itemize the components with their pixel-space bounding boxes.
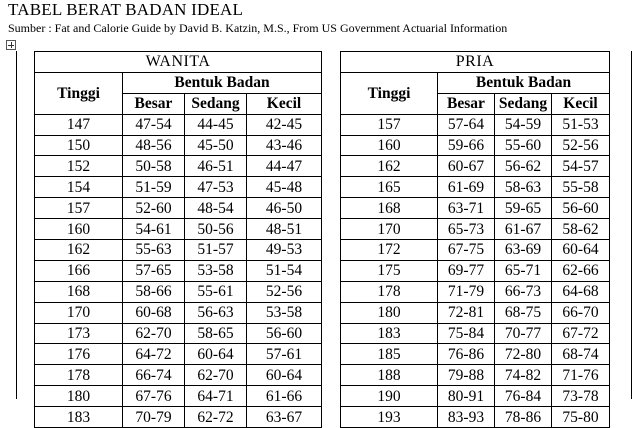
height-cell: 168	[35, 281, 123, 302]
large-cell: 47-54	[123, 114, 185, 135]
table-row	[35, 240, 322, 261]
table-row	[341, 240, 610, 261]
height-cell: 193	[341, 407, 438, 428]
large-cell: 52-60	[123, 198, 185, 219]
source-note: Sumber : Fat and Calorie Guide by David B. Katzin, M.S., From US Government Actuarial Information	[8, 21, 508, 35]
small-cell: 60-64	[552, 240, 610, 261]
height-cell: 157	[35, 198, 123, 219]
height-cell: 150	[35, 135, 123, 156]
table-row	[341, 302, 610, 323]
large-cell: 61-69	[438, 177, 495, 198]
table-row	[341, 219, 610, 240]
large-cell: 57-65	[123, 260, 185, 281]
medium-cell: 66-73	[495, 281, 552, 302]
men-large-header: Besar	[438, 93, 495, 114]
table-row	[35, 386, 322, 407]
medium-cell: 65-71	[495, 260, 552, 281]
medium-cell: 58-63	[495, 177, 552, 198]
men-body-shape-header: Bentuk Badan	[438, 72, 610, 93]
height-cell: 160	[341, 135, 438, 156]
large-cell: 60-67	[438, 156, 495, 177]
small-cell: 64-68	[552, 281, 610, 302]
weight-table-container	[16, 51, 632, 426]
table-row	[35, 177, 322, 198]
small-cell: 60-64	[247, 365, 322, 386]
large-cell: 59-66	[438, 135, 495, 156]
medium-cell: 70-77	[495, 323, 552, 344]
table-row	[35, 344, 322, 365]
height-cell: 188	[341, 365, 438, 386]
table-row	[35, 156, 322, 177]
large-cell: 71-79	[438, 281, 495, 302]
small-cell: 56-60	[552, 198, 610, 219]
medium-cell: 47-53	[185, 177, 247, 198]
large-cell: 51-59	[123, 177, 185, 198]
medium-cell: 76-84	[495, 386, 552, 407]
table-row	[341, 407, 610, 428]
small-cell: 45-48	[247, 177, 322, 198]
small-cell: 51-53	[552, 114, 610, 135]
small-cell: 51-54	[247, 260, 322, 281]
large-cell: 80-91	[438, 386, 495, 407]
medium-cell: 74-82	[495, 365, 552, 386]
height-cell: 170	[341, 219, 438, 240]
small-cell: 58-62	[552, 219, 610, 240]
large-cell: 57-64	[438, 114, 495, 135]
table-row	[341, 365, 610, 386]
large-cell: 67-76	[123, 386, 185, 407]
large-cell: 79-88	[438, 365, 495, 386]
height-cell: 172	[341, 240, 438, 261]
large-cell: 58-66	[123, 281, 185, 302]
table-row	[341, 344, 610, 365]
table-row	[341, 281, 610, 302]
table-row	[341, 156, 610, 177]
medium-cell: 46-51	[185, 156, 247, 177]
small-cell: 46-50	[247, 198, 322, 219]
small-cell: 42-45	[247, 114, 322, 135]
table-row	[35, 260, 322, 281]
medium-cell: 59-65	[495, 198, 552, 219]
height-cell: 157	[341, 114, 438, 135]
medium-cell: 50-56	[185, 219, 247, 240]
table-row	[341, 177, 610, 198]
medium-cell: 56-62	[495, 156, 552, 177]
height-cell: 166	[35, 260, 123, 281]
medium-cell: 62-70	[185, 365, 247, 386]
height-cell: 176	[35, 344, 123, 365]
large-cell: 83-93	[438, 407, 495, 428]
height-cell: 180	[35, 386, 123, 407]
medium-cell: 72-80	[495, 344, 552, 365]
height-cell: 190	[341, 386, 438, 407]
large-cell: 69-77	[438, 260, 495, 281]
large-cell: 55-63	[123, 240, 185, 261]
height-cell: 183	[341, 323, 438, 344]
small-cell: 61-66	[247, 386, 322, 407]
large-cell: 54-61	[123, 219, 185, 240]
table-row	[35, 323, 322, 344]
medium-cell: 64-71	[185, 386, 247, 407]
medium-cell: 54-59	[495, 114, 552, 135]
women-large-header: Besar	[123, 93, 185, 114]
women-table	[34, 51, 322, 428]
page-title: TABEL BERAT BADAN IDEAL	[8, 0, 244, 19]
large-cell: 48-56	[123, 135, 185, 156]
height-cell: 162	[35, 240, 123, 261]
small-cell: 66-70	[552, 302, 610, 323]
height-cell: 165	[341, 177, 438, 198]
table-move-handle-icon[interactable]	[6, 40, 16, 50]
women-body-shape-header: Bentuk Badan	[123, 72, 322, 93]
small-cell: 71-76	[552, 365, 610, 386]
medium-cell: 62-72	[185, 407, 247, 428]
small-cell: 62-66	[552, 260, 610, 281]
women-header: WANITA	[35, 52, 322, 73]
women-height-header: Tinggi	[35, 72, 123, 114]
men-height-header: Tinggi	[341, 72, 438, 114]
medium-cell: 58-65	[185, 323, 247, 344]
table-row	[35, 198, 322, 219]
women-medium-header: Sedang	[185, 93, 247, 114]
table-row	[341, 135, 610, 156]
table-row	[35, 114, 322, 135]
small-cell: 63-67	[247, 407, 322, 428]
height-cell: 154	[35, 177, 123, 198]
table-row	[35, 407, 322, 428]
small-cell: 52-56	[552, 135, 610, 156]
height-cell: 147	[35, 114, 123, 135]
height-cell: 178	[341, 281, 438, 302]
height-cell: 162	[341, 156, 438, 177]
small-cell: 43-46	[247, 135, 322, 156]
medium-cell: 55-61	[185, 281, 247, 302]
large-cell: 63-71	[438, 198, 495, 219]
height-cell: 180	[341, 302, 438, 323]
medium-cell: 78-86	[495, 407, 552, 428]
men-header: PRIA	[341, 52, 610, 73]
medium-cell: 61-67	[495, 219, 552, 240]
height-cell: 168	[341, 198, 438, 219]
small-cell: 67-72	[552, 323, 610, 344]
large-cell: 76-86	[438, 344, 495, 365]
large-cell: 75-84	[438, 323, 495, 344]
table-row	[341, 260, 610, 281]
men-table	[340, 51, 610, 428]
small-cell: 52-56	[247, 281, 322, 302]
small-cell: 75-80	[552, 407, 610, 428]
table-row	[341, 114, 610, 135]
medium-cell: 68-75	[495, 302, 552, 323]
table-row	[341, 198, 610, 219]
large-cell: 72-81	[438, 302, 495, 323]
large-cell: 66-74	[123, 365, 185, 386]
men-medium-header: Sedang	[495, 93, 552, 114]
women-small-header: Kecil	[247, 93, 322, 114]
small-cell: 49-53	[247, 240, 322, 261]
large-cell: 70-79	[123, 407, 185, 428]
table-row	[35, 135, 322, 156]
table-row	[35, 302, 322, 323]
medium-cell: 51-57	[185, 240, 247, 261]
medium-cell: 60-64	[185, 344, 247, 365]
small-cell: 57-61	[247, 344, 322, 365]
table-row	[341, 323, 610, 344]
large-cell: 64-72	[123, 344, 185, 365]
height-cell: 185	[341, 344, 438, 365]
large-cell: 60-68	[123, 302, 185, 323]
small-cell: 68-74	[552, 344, 610, 365]
small-cell: 48-51	[247, 219, 322, 240]
height-cell: 183	[35, 407, 123, 428]
height-cell: 160	[35, 219, 123, 240]
table-row	[35, 365, 322, 386]
medium-cell: 55-60	[495, 135, 552, 156]
large-cell: 62-70	[123, 323, 185, 344]
medium-cell: 53-58	[185, 260, 247, 281]
medium-cell: 44-45	[185, 114, 247, 135]
height-cell: 170	[35, 302, 123, 323]
height-cell: 173	[35, 323, 123, 344]
medium-cell: 48-54	[185, 198, 247, 219]
small-cell: 73-78	[552, 386, 610, 407]
small-cell: 55-58	[552, 177, 610, 198]
small-cell: 44-47	[247, 156, 322, 177]
height-cell: 178	[35, 365, 123, 386]
small-cell: 54-57	[552, 156, 610, 177]
large-cell: 65-73	[438, 219, 495, 240]
small-cell: 53-58	[247, 302, 322, 323]
medium-cell: 56-63	[185, 302, 247, 323]
table-row	[35, 281, 322, 302]
medium-cell: 45-50	[185, 135, 247, 156]
men-small-header: Kecil	[552, 93, 610, 114]
medium-cell: 63-69	[495, 240, 552, 261]
large-cell: 50-58	[123, 156, 185, 177]
height-cell: 175	[341, 260, 438, 281]
height-cell: 152	[35, 156, 123, 177]
table-row	[35, 219, 322, 240]
large-cell: 67-75	[438, 240, 495, 261]
small-cell: 56-60	[247, 323, 322, 344]
table-row	[341, 386, 610, 407]
